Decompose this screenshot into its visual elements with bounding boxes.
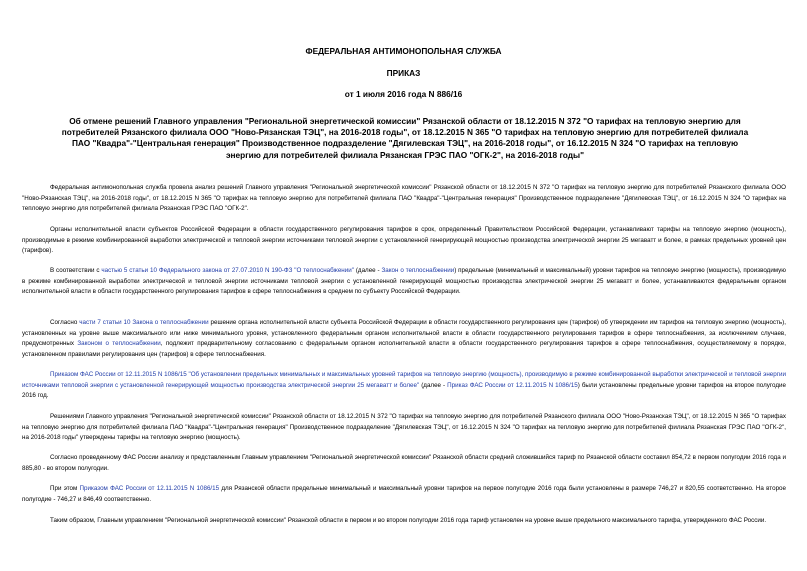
paragraph-4-text-b: решение органа исполнительной власти субъекта Российской Федерации в области государственного регулирования цен (тарифов) об утверждении им тарифов на тепловую энергию (мощность), установленных на уровне выше максимального или ниже минимального уровня, установленного федеральным органом исполнительной власти в области государственного регулирования тарифов в сфере теплоснабжения, за исключением случаев, предусмотренных (22, 319, 786, 348)
paragraph-9: Таким образом, Главным управлением "Региональной энергетической комиссии" Рязанской области в первом и во втором полугодии 2016 года тариф установлен на уровне выше предельного максимального тарифа, утвержденного ФАС России. (50, 517, 767, 524)
paragraph-8 (22, 484, 786, 506)
paragraph-8-text-a: При этом (50, 485, 80, 492)
document-date-number: от 1 июля 2016 года N 886/16 (344, 89, 463, 99)
paragraph-2: Органы исполнительной власти субъектов Российской Федерации в области государственного регулирования тарифов в срок, определенный Правительством Российской Федерации, устанавливают тарифы на тепловую энергию (мощность), производимые в режиме комбинированной выработки электрической и тепловой энергии источниками тепловой энергии с установленной генерирующей мощностью производства электрической энергии 25 мегаватт и более, в рамках предельных уровней цен (тарифов). (22, 226, 786, 255)
paragraph-8-text-b: для Рязанской области предельные минимальный и максимальный уровни тарифов на первое полугодие 2016 года были установлены в размере 746,27 и 820,55 соответственно. На второе полугодие - 746,27 и 846,49 соответственно. (22, 485, 786, 503)
heat-supply-law-link-2[interactable]: Законом о теплоснабжении (77, 340, 161, 348)
paragraph-5 (22, 370, 786, 402)
paragraph-3-text-b: (далее - (353, 267, 382, 274)
article-10-part-7-link[interactable]: части 7 статьи 10 Закона о теплоснабжении (79, 319, 209, 326)
paragraph-3-text-c: ) предельные (минимальный и максимальный) уровни тарифов на тепловую энергию (мощность), производимую в режиме комбинированной выработки электрической и тепловой энергии источниками тепловой энергии с установленной генерирующей мощностью производства электрической энергии 25 мегаватт и более, устанавливаются федеральным органом исполнительной власти в области государственного регулирования тарифов в сфере теплоснабжения в среднем по субъекту Российской Федерации. (22, 267, 786, 296)
paragraph-1: Федеральная антимонопольная служба провела анализ решений Главного управления "Региональной энергетической комиссии" Рязанской области от 18.12.2015 N 372 "О тарифах на тепловую энергию для потребителей Рязанского филиала ООО "Ново-Рязанская ТЭЦ", на 2016-2018 годы", от 18.12.2015 N 365 "О тарифах на тепловую энергию для потребителей филиала ПАО "Квадра"-"Центральная генерация" Производственное подразделение "Дягилевская ТЭЦ", от 16.12.2015 N 324 "О тарифах на тепловую энергию для потребителей филиала Рязанская ГРЭС ПАО "ОГК-2". (22, 184, 786, 213)
paragraph-6: Решениями Главного управления "Региональной энергетической комиссии" Рязанской области от 18.12.2015 N 372 "О тарифах на тепловую энергию для потребителей Рязанского филиала ООО "Ново-Рязанская ТЭЦ", от 18.12.2015 N 365 "О тарифах на тепловую энергию для потребителей филиала ПАО "Квадра"-"Центральная генерация" Производственное подразделение "Дягилевская ТЭЦ", от 16.12.2015 N 324 "О тарифах на тепловую энергию для потребителей филиала Рязанская ГРЭС ПАО "ОГК-2", на 2016-2018 годы" утверждены тарифы на тепловую энергию (мощность). (22, 413, 786, 442)
document-title: Об отмене решений Главного управления "Региональной энергетической комиссии" Рязанской области от 18.12.2015 N 372 "О тарифах на тепловую энергию для потребителей Рязанского филиала ООО "Ново-Рязанская ТЭЦ", на 2016-2018 годы", от 18.12.2015 N 365 "О тарифах на тепловую энергию для потребителей филиала ПАО "Квадра"-"Центральная генерация" Производственное подразделение "Дягилевская ТЭЦ", на 2016-2018 годы", от 16.12.2015 N 324 "О тарифах на тепловую энергию для потребителей филиала Рязанская ГРЭС ПАО "ОГК-2", на 2016-2018 годы" (61, 116, 749, 160)
law-190fz-link[interactable]: частью 5 статьи 10 Федерального закона от 27.07.2010 N 190-ФЗ "О теплоснабжении" (101, 267, 354, 274)
paragraph-7: Согласно проведенному ФАС России анализу и представленным Главным управлением "Региональной энергетической комиссии" Рязанской области средний сложившийся тариф по Рязанской области составил 854,72 в первом полугодии 2016 года и 885,80 - во втором полугодии. (22, 454, 786, 472)
paragraph-4 (22, 318, 786, 361)
paragraph-4-text-a: Согласно (50, 319, 80, 326)
paragraph-3-text-a: В соответствии с (50, 267, 102, 274)
document-type: ПРИКАЗ (386, 68, 421, 78)
paragraph-3 (22, 266, 786, 309)
fas-order-1086-short-link[interactable]: Приказ ФАС России от 12.11.2015 N 1086/15 (447, 381, 578, 389)
fas-order-1086-link-2[interactable]: Приказом ФАС России от 12.11.2015 N 1086/15 (79, 485, 220, 492)
agency-name: ФЕДЕРАЛЬНАЯ АНТИМОНОПОЛЬНАЯ СЛУЖБА (305, 46, 502, 56)
paragraph-5-text-c: ) были установлены предельные уровни тарифов на второе полугодие 2016 год. (22, 381, 786, 400)
heat-supply-law-link[interactable]: Закон о теплоснабжении (381, 267, 455, 274)
fas-order-1086-link[interactable]: Приказом ФАС России от 12.11.2015 N 1086/15 "Об установлении предельных минимальных и максимальных уровней тарифов на тепловую энергию (мощность), производимую в режиме комбинированной выработки электрической и тепловой энергии источниками тепловой энергии с установленной генерирующей мощностью производства электрической энергии 25 мегаватт и более" (22, 371, 786, 389)
paragraph-5-text-b: (далее - (419, 381, 448, 389)
paragraph-4-text-c: , подлежит предварительному согласованию с федеральным органом исполнительной власти в области государственного регулирования тарифов в сфере теплоснабжения, осуществляемому в порядке, установленном правилами регулирования цен (тарифов) в сфере теплоснабжения. (22, 340, 786, 358)
